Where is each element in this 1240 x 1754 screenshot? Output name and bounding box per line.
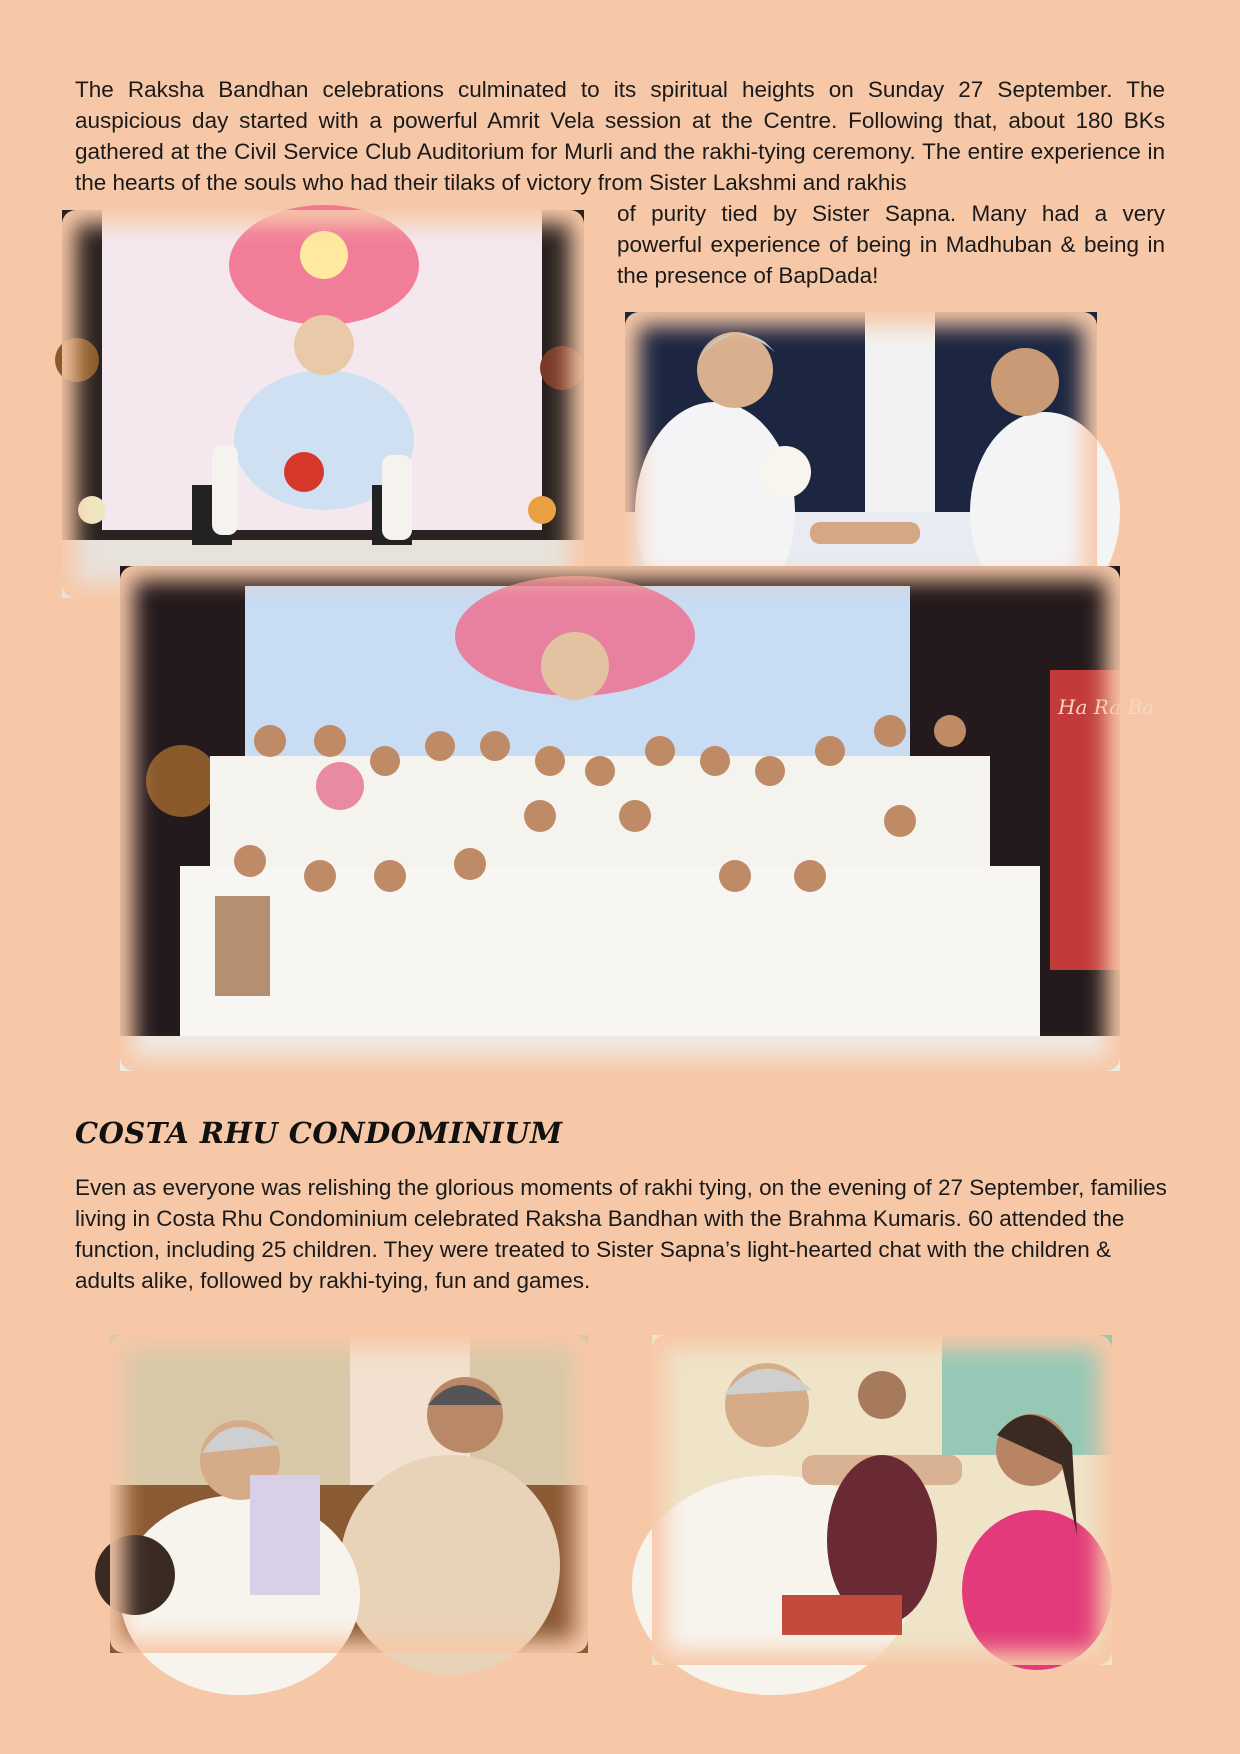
group-photo <box>120 566 1155 1071</box>
intro-paragraph: The Raksha Bandhan celebrations culminated to its spiritual heights on Sunday 27 September. The auspicious day started with a powerful Amrit Vela session at the Centre. Following that, about 180 BKs gathered at the Civil Service Club Auditorium for Murli and the rakhi-tying ceremony. The entire experience in the hearts of the souls who had their tilaks of victory from Sister Lakshmi and rakhis <box>75 77 1165 195</box>
rakhi-tying-sisters-photo <box>625 312 1097 590</box>
condominium-tilak-photo-right <box>652 1335 1112 1665</box>
section-heading: COSTA RHU CONDOMINIUM <box>75 1116 563 1150</box>
costa-paragraph: Even as everyone was relishing the glorious moments of rakhi tying, on the evening of 27 September, families living in Costa Rhu Condominium celebrated Raksha Bandhan with the Brahma Kumaris. 60 attended the function, including 25 children. They were treated to Sister Sapna’s light-hearted chat with the children & adults alike, followed by rakhi-tying, fun and games. <box>75 1175 1167 1293</box>
banner-text: Ha Ra Ba <box>1058 695 1155 719</box>
stage-ceremony-photo <box>62 210 584 598</box>
intro-paragraph-continued: of purity tied by Sister Sapna. Many had a very powerful experience of being in Madhuban & being in the presence of BapDada! <box>617 201 1165 288</box>
condominium-rakhi-photo-left <box>110 1335 588 1653</box>
